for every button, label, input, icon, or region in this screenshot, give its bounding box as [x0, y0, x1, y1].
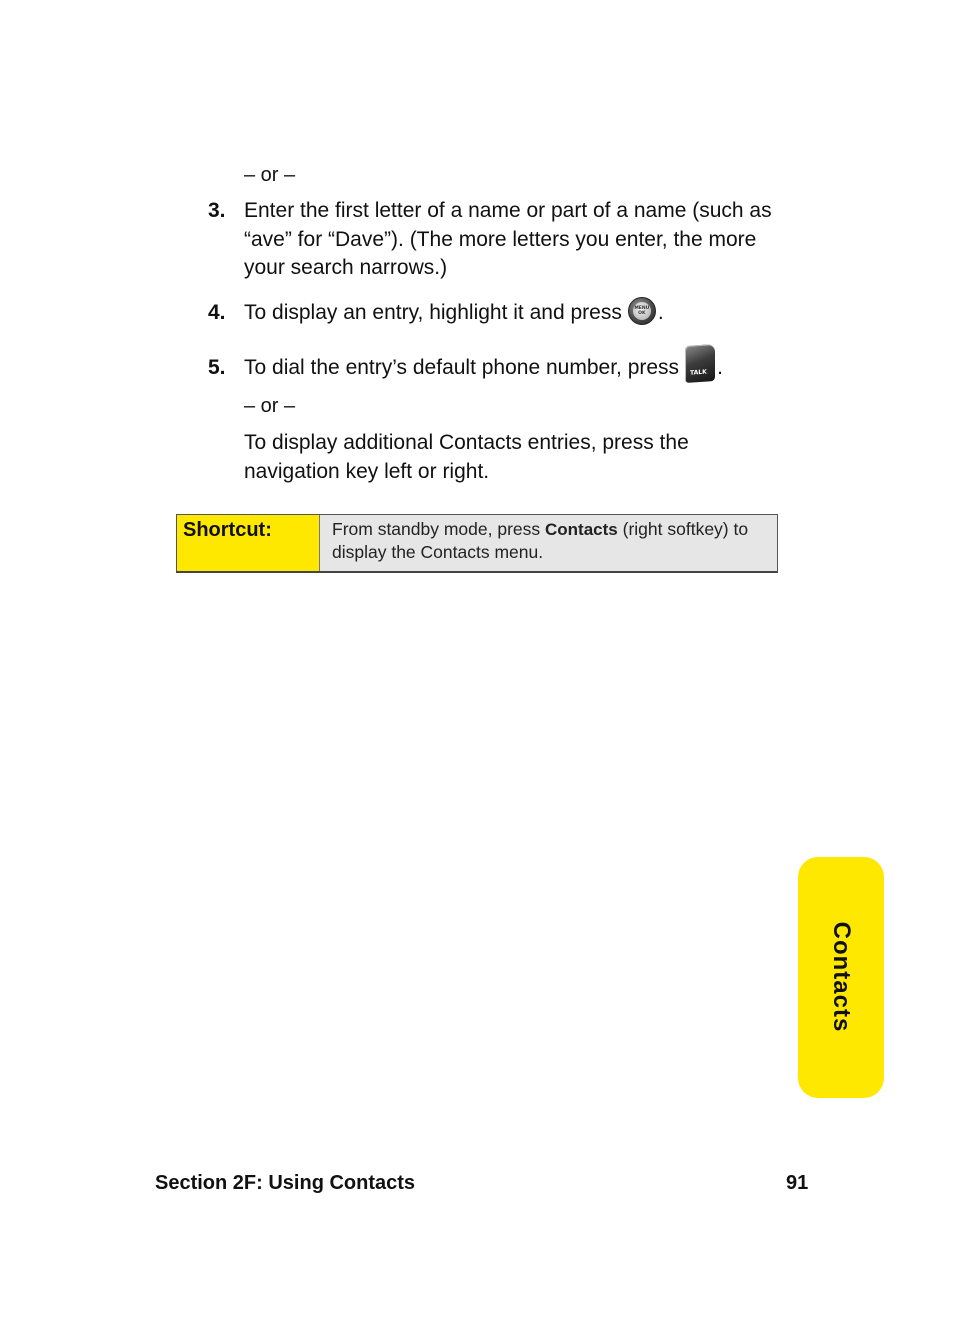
page-number: 91 — [786, 1172, 809, 1194]
footer-section-title: Section 2F: Using Contacts — [155, 1172, 416, 1194]
step-5-alternative: To display additional Contacts entries, press the navigation key left or right. — [244, 431, 689, 483]
shortcut-label: Shortcut: — [177, 515, 320, 571]
step-text — [244, 299, 784, 328]
step-number: 4. — [208, 301, 226, 324]
step-text-before: To dial the entry’s default phone number, press — [244, 356, 680, 379]
step-5 — [208, 354, 788, 384]
step-3 — [208, 197, 788, 287]
shortcut-contacts-softkey: Contacts — [545, 520, 618, 539]
step-text — [244, 354, 784, 383]
side-tab-label: Contacts — [828, 921, 855, 1033]
or-separator-step5: – or – — [244, 395, 296, 417]
shortcut-text — [320, 515, 777, 571]
ok-key-label: OK — [638, 311, 646, 317]
menu-ok-key-face — [633, 302, 651, 320]
talk-key-icon — [685, 344, 715, 383]
or-separator-top: – or – — [244, 164, 296, 186]
step-number: 5. — [208, 356, 226, 379]
step-4 — [208, 299, 788, 329]
step-text: Enter the first letter of a name or part of a name (such as “ave” for “Dave”). (The more letters you enter, the more your search narrows.) — [244, 199, 772, 279]
step-text-before: To display an entry, highlight it and press — [244, 301, 622, 324]
shortcut-text-after: (right softkey) to display the Contacts menu. — [332, 519, 749, 562]
step-text-after: . — [657, 301, 664, 324]
shortcut-box — [176, 514, 778, 573]
step-text-after: . — [717, 356, 723, 379]
talk-key-label: TALK — [690, 368, 707, 377]
shortcut-text-before: From standby mode, press — [332, 519, 541, 539]
menu-ok-key-icon — [628, 297, 656, 325]
step-number: 3. — [208, 199, 226, 222]
menu-key-label: MENU — [634, 306, 650, 312]
section-side-tab — [798, 857, 884, 1098]
